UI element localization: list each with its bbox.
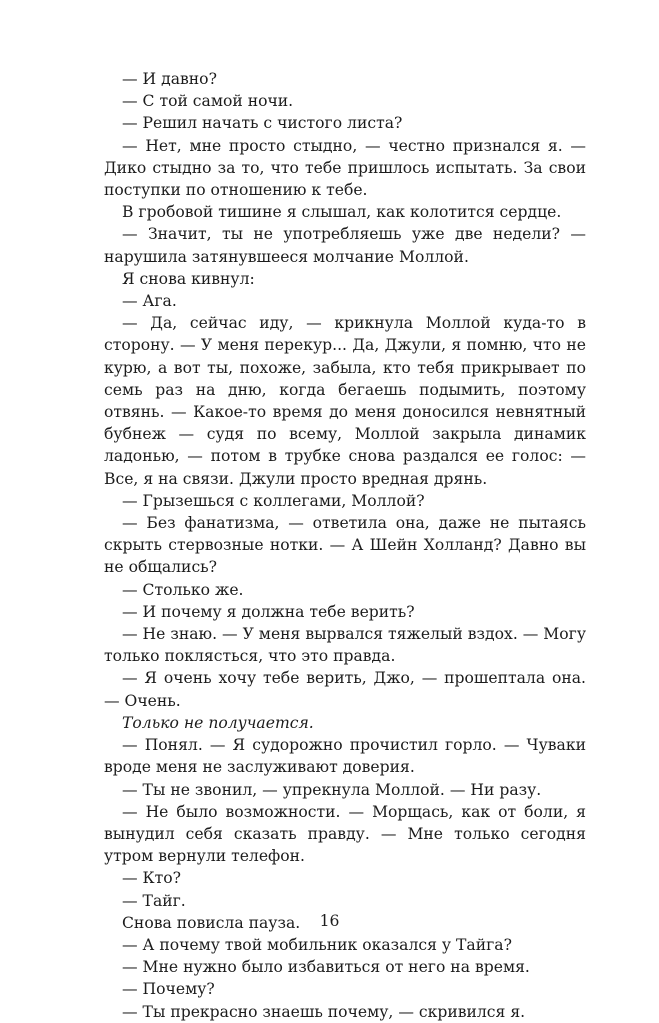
paragraph: — Тайг. <box>122 891 186 910</box>
paragraph: — Почему? <box>122 980 215 999</box>
paragraph: — Значит, ты не употребляешь уже две недели? — нарушила затянувшееся молчание Моллой. <box>104 225 586 266</box>
paragraph: — С той самой ночи. <box>122 92 294 111</box>
paragraph: — И почему я должна тебе верить? <box>122 602 415 621</box>
paragraph: — Кто? <box>122 869 181 888</box>
paragraph: — А почему твой мобильник оказался у Тайга? <box>122 935 512 954</box>
paragraph: В гробовой тишине я слышал, как колотится сердце. <box>122 203 562 222</box>
paragraph: — Ага. <box>122 292 177 311</box>
paragraph: — Решил начать с чистого листа? <box>122 114 403 133</box>
paragraph: — Без фанатизма, — ответила она, даже не пытаясь скрыть стервозные нотки. — А Шейн Холланд? Давно вы не общались? <box>104 514 586 577</box>
paragraph: — Не было возможности. — Морщась, как от боли, я вынудил себя сказать правду. — Мне только сегодня утром вернули телефон. <box>104 802 586 866</box>
paragraph: Я снова кивнул: <box>122 269 255 288</box>
paragraph: Только не получается. <box>122 713 314 732</box>
paragraph: — И давно? <box>122 70 217 88</box>
paragraph: — Да, сейчас иду, — крикнула Моллой куда-то в сторону. — У меня перекур... Да, Джули, я помню, что не курю, а вот ты, похоже, забыла, кто тебя прикрывает по семь раз на дню, когда бегаешь подымить, поэтому отвянь. — Какое-то время до меня доносился невнятный бубнеж — судя по всему, Моллой закрыла динамик ладонью, — потом в трубке снова раздался ее голос: — Все, я на связи. Джули просто вредная дрянь. <box>104 314 586 488</box>
page-number: 16 <box>319 912 340 930</box>
page-body-text <box>104 68 586 1023</box>
paragraph: — Ты не звонил, — упрекнула Моллой. — Ни разу. <box>122 780 542 799</box>
paragraph: — Не знаю. — У меня вырвался тяжелый вздох. — Могу только поклясться, что это правда. <box>104 625 586 666</box>
paragraph: — Мне нужно было избавиться от него на время. <box>122 958 530 977</box>
paragraph: Снова повисла пауза. <box>122 913 301 932</box>
paragraph: — Понял. — Я судорожно прочистил горло. — Чуваки вроде меня не заслуживают доверия. <box>104 736 586 777</box>
paragraph: — Грызешься с коллегами, Моллой? <box>122 491 425 510</box>
paragraph: — Ты прекрасно знаешь почему, — скривился я. <box>122 1002 526 1021</box>
paragraph: — Столько же. <box>122 580 244 599</box>
paragraph: — Я очень хочу тебе верить, Джо, — прошептала она. — Очень. <box>104 669 586 710</box>
paragraph: — Нет, мне просто стыдно, — честно признался я. — Дико стыдно за то, что тебе пришлось испытать. За свои поступки по отношению к тебе. <box>104 136 586 200</box>
